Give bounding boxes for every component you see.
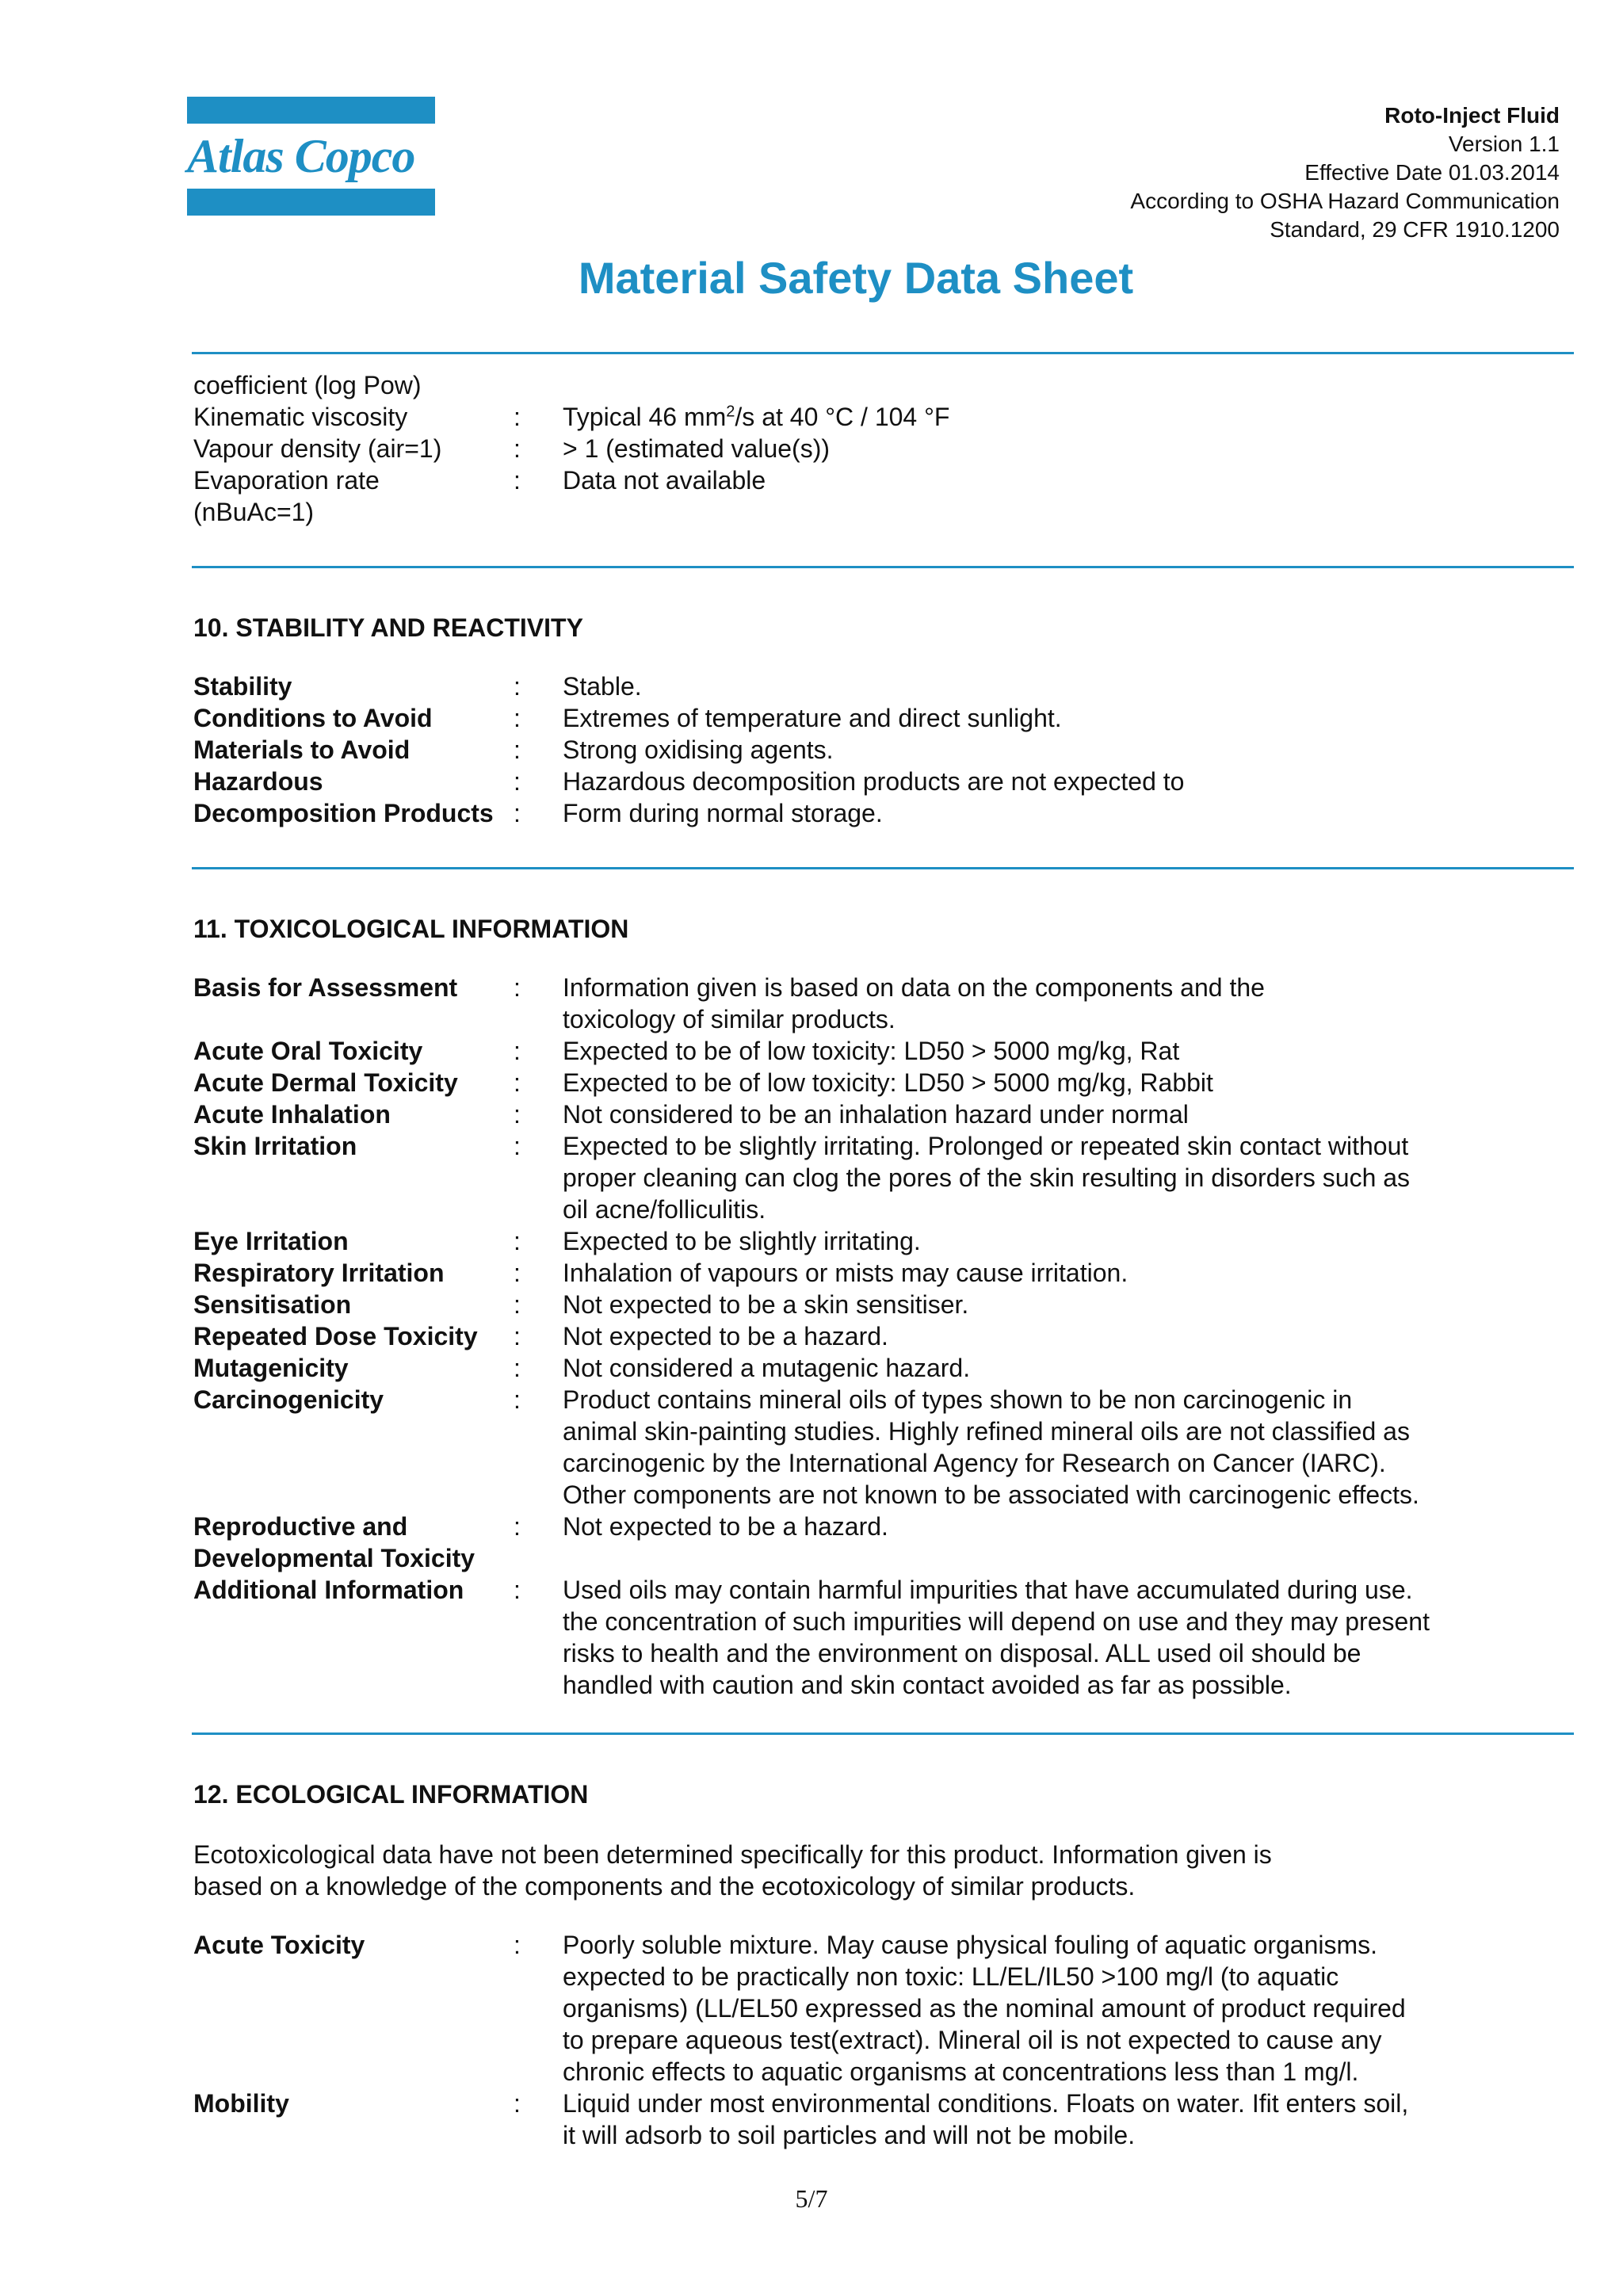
separator: : — [514, 2089, 521, 2118]
effective-date: Effective Date 01.03.2014 — [1304, 160, 1560, 185]
logo-bar-top — [187, 97, 435, 124]
separator: : — [514, 735, 521, 764]
field-label: Skin Irritation — [193, 1132, 357, 1160]
field-value-continued: proper cleaning can clog the pores of the skin resulting in disorders such as — [563, 1163, 1411, 1192]
logo-bar-bottom — [187, 189, 435, 216]
property-value — [563, 401, 949, 433]
field-label: Acute Toxicity — [193, 1931, 365, 1959]
field-label: Acute Oral Toxicity — [193, 1037, 423, 1065]
separator: : — [514, 403, 521, 431]
field-label: Additional Information — [193, 1576, 464, 1604]
separator: : — [514, 1259, 521, 1287]
field-value-continued: risks to health and the environment on disposal. ALL used oil should be — [563, 1639, 1361, 1668]
separator: : — [514, 1385, 521, 1414]
osha-line-1: According to OSHA Hazard Communication — [1130, 189, 1560, 213]
field-value-continued: toxicology of similar products. — [563, 1005, 896, 1033]
property-label: Evaporation rate — [193, 466, 380, 495]
divider — [192, 566, 1574, 568]
field-value: Form during normal storage. — [563, 799, 883, 827]
field-label: Conditions to Avoid — [193, 704, 433, 732]
paragraph-line: Ecotoxicological data have not been determined specifically for this product. Information given is — [193, 1840, 1272, 1869]
field-value: Not expected to be a skin sensitiser. — [563, 1290, 969, 1319]
field-value-continued: to prepare aqueous test(extract). Mineral oil is not expected to cause any — [563, 2026, 1382, 2054]
logo-wordmark: Atlas Copco — [187, 130, 415, 182]
field-value-continued: it will adsorb to soil particles and will not be mobile. — [563, 2121, 1136, 2149]
field-label: Stability — [193, 672, 292, 701]
section-heading: 11. TOXICOLOGICAL INFORMATION — [193, 915, 629, 943]
field-label: Mobility — [193, 2089, 289, 2118]
field-value: Expected to be slightly irritating. — [563, 1227, 921, 1255]
product-name: Roto-Inject Fluid — [1384, 103, 1560, 128]
field-label: Eye Irritation — [193, 1227, 349, 1255]
field-label-continued: Developmental Toxicity — [193, 1544, 475, 1572]
field-label: Acute Inhalation — [193, 1100, 391, 1129]
field-label: Decomposition Products — [193, 799, 494, 827]
separator: : — [514, 767, 521, 796]
field-value-continued: Other components are not known to be associated with carcinogenic effects. — [563, 1480, 1419, 1509]
field-value: Stable. — [563, 672, 642, 701]
divider — [192, 1733, 1574, 1735]
property-label-continued: coefficient (log Pow) — [193, 371, 422, 399]
separator: : — [514, 704, 521, 732]
field-value-continued: expected to be practically non toxic: LL/EL/IL50 >100 mg/l (to aquatic — [563, 1962, 1339, 1991]
property-value: > 1 (estimated value(s)) — [563, 434, 831, 463]
field-value: Expected to be slightly irritating. Prolonged or repeated skin contact without — [563, 1132, 1409, 1160]
section-heading: 12. ECOLOGICAL INFORMATION — [193, 1780, 589, 1809]
field-value: Expected to be of low toxicity: LD50 > 5000 mg/kg, Rabbit — [563, 1068, 1213, 1097]
separator: : — [514, 1354, 521, 1382]
separator: : — [514, 434, 521, 463]
field-value: Strong oxidising agents. — [563, 735, 834, 764]
field-label: Materials to Avoid — [193, 735, 411, 764]
paragraph-line: based on a knowledge of the components and the ecotoxicology of similar products. — [193, 1872, 1136, 1901]
osha-line-2: Standard, 29 CFR 1910.1200 — [1270, 217, 1560, 242]
field-label: Acute Dermal Toxicity — [193, 1068, 458, 1097]
divider — [192, 352, 1574, 354]
separator: : — [514, 1576, 521, 1604]
field-value-continued: carcinogenic by the International Agency for Research on Cancer (IARC). — [563, 1449, 1386, 1477]
separator: : — [514, 466, 521, 495]
atlas-copco-logo — [187, 97, 435, 216]
field-label: Repeated Dose Toxicity — [193, 1322, 478, 1350]
field-value-continued: animal skin-painting studies. Highly refined mineral oils are not classified as — [563, 1417, 1410, 1446]
property-label: Kinematic viscosity — [193, 403, 408, 431]
field-value: Product contains mineral oils of types shown to be non carcinogenic in — [563, 1385, 1353, 1414]
property-label: (nBuAc=1) — [193, 498, 315, 526]
field-label: Carcinogenicity — [193, 1385, 384, 1414]
separator: : — [514, 672, 521, 701]
field-value: Not considered to be an inhalation hazard under normal — [563, 1100, 1189, 1129]
separator: : — [514, 1512, 521, 1541]
section-heading: 10. STABILITY AND REACTIVITY — [193, 613, 583, 642]
field-value: Used oils may contain harmful impurities that have accumulated during use. — [563, 1576, 1413, 1604]
field-label: Hazardous — [193, 767, 323, 796]
property-value: Data not available — [563, 466, 766, 495]
field-label: Mutagenicity — [193, 1354, 349, 1382]
property-label: Vapour density (air=1) — [193, 434, 442, 463]
field-value: Liquid under most environmental conditions. Floats on water. Ifit enters soil, — [563, 2089, 1409, 2118]
field-value: Not expected to be a hazard. — [563, 1512, 888, 1541]
page-title-text: Material Safety Data Sheet — [578, 253, 1134, 303]
separator: : — [514, 1037, 521, 1065]
separator: : — [514, 1290, 521, 1319]
value-part: /s at 40 °C / 104 °F — [735, 403, 950, 431]
field-value-continued: organisms) (LL/EL50 expressed as the nominal amount of product required — [563, 1994, 1406, 2023]
page-number: 5/7 — [795, 2184, 828, 2213]
value-superscript: 2 — [726, 403, 735, 421]
separator: : — [514, 1227, 521, 1255]
separator: : — [514, 1100, 521, 1129]
separator: : — [514, 973, 521, 1002]
document-header-info — [1130, 101, 1560, 244]
field-value: Extremes of temperature and direct sunlight. — [563, 704, 1062, 732]
field-label: Respiratory Irritation — [193, 1259, 445, 1287]
field-value: Poorly soluble mixture. May cause physical fouling of aquatic organisms. — [563, 1931, 1378, 1959]
field-value-continued: handled with caution and skin contact avoided as far as possible. — [563, 1671, 1292, 1699]
separator: : — [514, 1132, 521, 1160]
field-value-continued: oil acne/folliculitis. — [563, 1195, 766, 1224]
field-value: Inhalation of vapours or mists may cause irritation. — [563, 1259, 1128, 1287]
field-value: Expected to be of low toxicity: LD50 > 5000 mg/kg, Rat — [563, 1037, 1180, 1065]
field-label: Sensitisation — [193, 1290, 352, 1319]
field-value: Not considered a mutagenic hazard. — [563, 1354, 971, 1382]
value-part: Typical 46 mm — [563, 403, 727, 431]
separator: : — [514, 1068, 521, 1097]
separator: : — [514, 1931, 521, 1959]
field-value: Information given is based on data on the components and the — [563, 973, 1265, 1002]
separator: : — [514, 1322, 521, 1350]
field-label: Reproductive and — [193, 1512, 408, 1541]
divider — [192, 867, 1574, 869]
version: Version 1.1 — [1448, 132, 1560, 156]
field-value: Hazardous decomposition products are not expected to — [563, 767, 1185, 796]
field-value-continued: chronic effects to aquatic organisms at concentrations less than 1 mg/l. — [563, 2057, 1359, 2086]
page-title — [0, 252, 1623, 304]
field-value: Not expected to be a hazard. — [563, 1322, 888, 1350]
separator: : — [514, 799, 521, 827]
field-value-continued: the concentration of such impurities will depend on use and they may present — [563, 1607, 1430, 1636]
field-label: Basis for Assessment — [193, 973, 458, 1002]
